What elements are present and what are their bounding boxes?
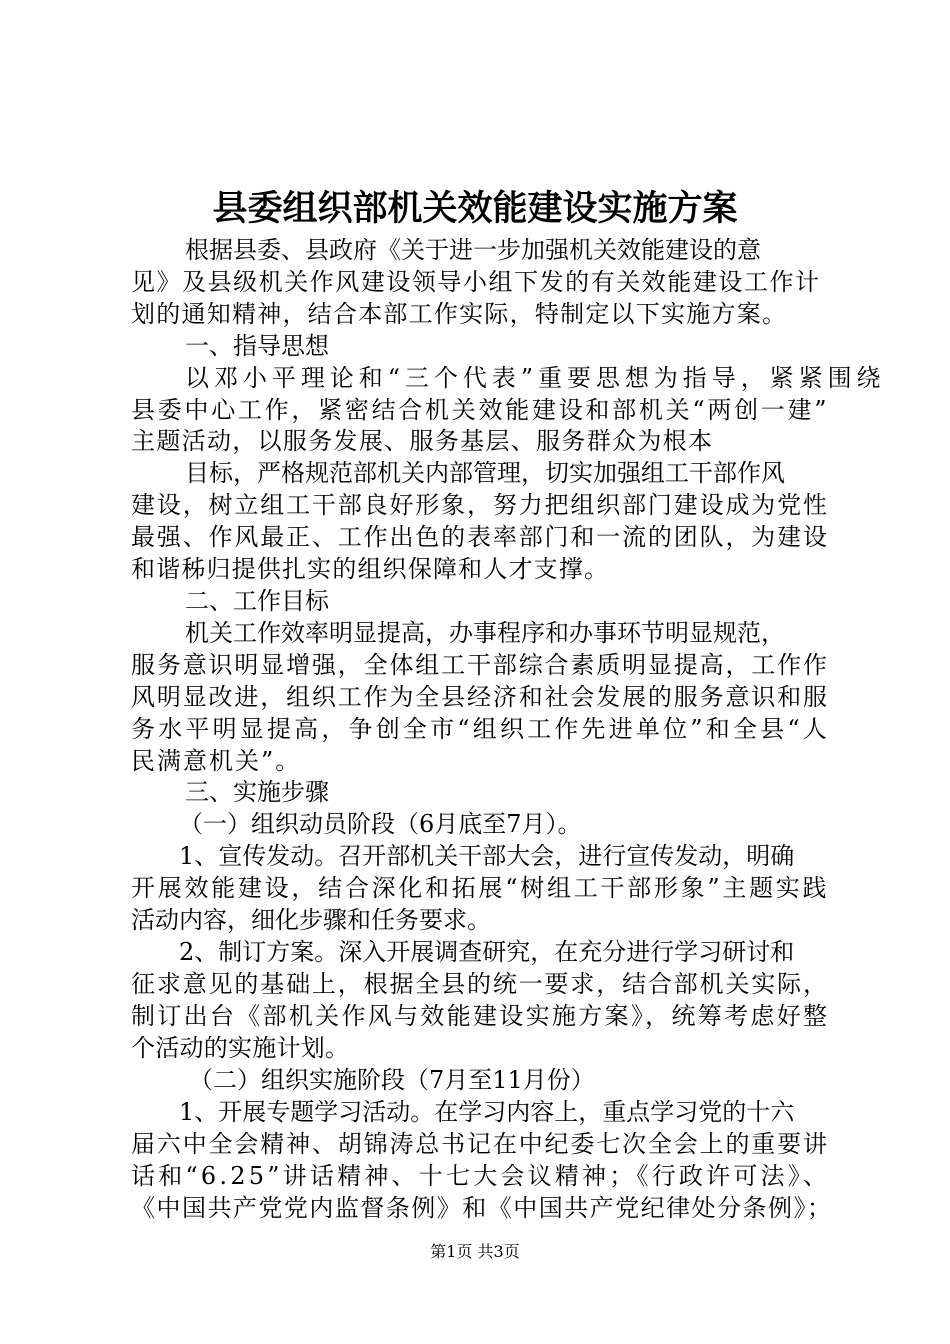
- body-line: 活动内容，细化步骤和任务要求。: [131, 906, 491, 934]
- body-line: 开展效能建设，结合深化和拓展“树组工干部形象”主题实践: [131, 874, 830, 902]
- body-line: 话和“6.25”讲话精神、十七大会议精神；《行政许可法》、: [131, 1162, 831, 1190]
- body-line: 个活动的实施计划。: [131, 1034, 350, 1062]
- body-line: （一）组织动员阶段（6月底至7月）。: [179, 810, 582, 838]
- body-line: 务水平明显提高，争创全市“组织工作先进单位”和全县“人: [131, 715, 830, 743]
- body-line: 民满意机关”。: [131, 747, 302, 775]
- body-line: 风明显改进，组织工作为全县经济和社会发展的服务意识和服: [131, 683, 829, 711]
- body-line: 制订出台《部机关作风与效能建设实施方案》，统筹考虑好整: [131, 1002, 830, 1030]
- body-line: 二、工作目标: [185, 587, 329, 615]
- body-line: 届六中全会精神、胡锦涛总书记在中纪委七次全会上的重要讲: [131, 1130, 829, 1158]
- body-line: 根据县委、县政府《关于进一步加强机关效能建设的意: [185, 236, 761, 264]
- body-line: 建设，树立组工干部良好形象，努力把组织部门建设成为党性: [131, 491, 829, 519]
- body-line: 征求意见的基础上，根据全县的统一要求，结合部机关实际，: [131, 970, 829, 998]
- body-line: 划的通知精神，结合本部工作实际，特制定以下实施方案。: [131, 300, 788, 328]
- body-line: 以邓小平理论和“三个代表”重要思想为指导，紧紧围绕: [185, 364, 886, 392]
- body-line: 机关工作效率明显提高，办事程序和办事环节明显规范，: [185, 619, 785, 647]
- body-line: 和谐秭归提供扎实的组织保障和人才支撑。: [131, 555, 610, 583]
- page-footer: 第1页 共3页: [430, 1242, 520, 1261]
- body-line: 县委中心工作，紧密结合机关效能建设和部机关“两创一建”: [131, 396, 830, 424]
- body-line: 1、开展专题学习活动。在学习内容上，重点学习党的十六: [179, 1098, 795, 1126]
- body-line: 一、指导思想: [185, 332, 329, 360]
- body-line: 最强、作风最正、工作出色的表率部门和一流的团队，为建设: [131, 523, 829, 551]
- body-line: 主题活动，以服务发展、服务基层、服务群众为根本: [131, 427, 714, 455]
- body-line: 2、制订方案。深入开展调查研究，在充分进行学习研讨和: [179, 938, 795, 966]
- body-line: 1、宣传发动。召开部机关干部大会，进行宣传发动，明确: [179, 842, 795, 870]
- body-line: 三、实施步骤: [185, 778, 329, 806]
- body-line: （二）组织实施阶段（7月至11月份）: [189, 1066, 595, 1094]
- body-line: 服务意识明显增强，全体组工干部综合素质明显提高，工作作: [131, 651, 829, 679]
- document-title: 县委组织部机关效能建设实施方案: [212, 188, 738, 229]
- body-line: 见》及县级机关作风建设领导小组下发的有关效能建设工作计: [131, 268, 821, 296]
- body-line: 目标，严格规范部机关内部管理，切实加强组工干部作风: [185, 459, 785, 487]
- body-line: 《中国共产党党内监督条例》和《中国共产党纪律处分条例》；: [131, 1194, 833, 1222]
